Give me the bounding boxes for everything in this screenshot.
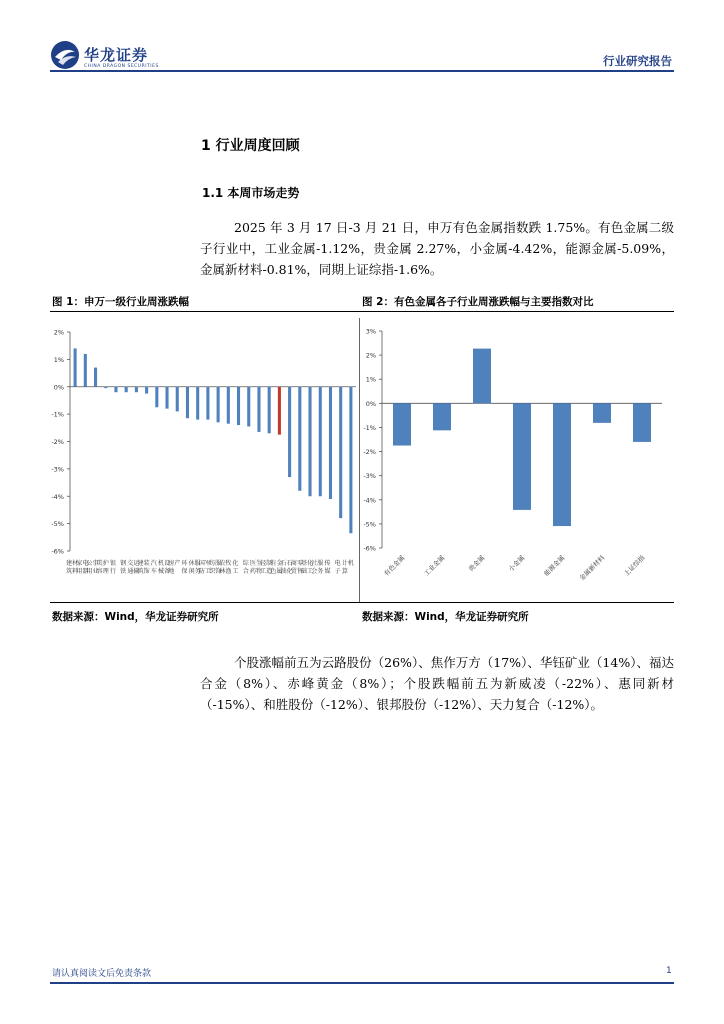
svg-text:容: 容 — [96, 568, 103, 575]
svg-text:输: 输 — [133, 568, 140, 575]
svg-text:贸: 贸 — [290, 568, 297, 575]
bar-22 — [298, 387, 301, 491]
svg-text:工: 工 — [232, 568, 239, 575]
bar-17 — [247, 387, 250, 427]
bar-10 — [176, 387, 179, 412]
figure1-title: 图 1：申万一级行业周涨跌幅 — [52, 296, 189, 308]
svg-text:房: 房 — [168, 560, 175, 567]
bar-13 — [206, 387, 209, 420]
svg-text:生: 生 — [255, 560, 262, 567]
bar-26 — [339, 387, 342, 518]
category-label: 金属新材料 — [577, 553, 607, 583]
bar-19 — [268, 387, 271, 434]
svg-text:械: 械 — [158, 568, 165, 575]
chart-subindustry-vs-index — [362, 318, 672, 602]
bar-4 — [114, 387, 117, 392]
svg-text:料: 料 — [72, 568, 79, 575]
y-tick-label: -3% — [363, 472, 376, 481]
svg-text:务: 务 — [317, 568, 324, 575]
y-tick-label: 2% — [365, 351, 376, 360]
bar-12 — [196, 387, 199, 420]
bar-6 — [633, 403, 651, 442]
svg-text:织: 织 — [209, 568, 216, 575]
svg-text:护: 护 — [102, 560, 109, 567]
y-tick-label: 1% — [365, 375, 376, 384]
category-label — [138, 559, 150, 575]
bar-1 — [433, 403, 451, 430]
y-tick-label: -6% — [51, 547, 64, 556]
footer-disclaimer: 请认真阅读文后免责条款 — [52, 969, 152, 979]
svg-text:机: 机 — [347, 560, 354, 567]
svg-text:家: 家 — [76, 560, 83, 567]
bar-8 — [155, 387, 158, 408]
bar-21 — [288, 387, 291, 477]
svg-text:媒: 媒 — [324, 568, 331, 575]
bar-3 — [104, 387, 107, 388]
svg-text:业: 业 — [92, 568, 99, 575]
intro-paragraph: 2025 年 3 月 17 日-3 月 21 日，申万有色金属指数跌 1.75%。有色金属二级子行业中，工业金属-1.12%，贵金属 2.27%，小金属-4.42%，能源金属-5.09%，金属新材料-0.81%，同期上证综指-1.6%。 — [200, 220, 674, 277]
svg-text:闲: 闲 — [188, 568, 195, 575]
bar-2 — [94, 368, 97, 387]
y-tick-label: -2% — [51, 438, 64, 446]
y-tick-label: -4% — [51, 492, 64, 501]
logo-name: 华龙证券 — [84, 46, 149, 64]
svg-text:银: 银 — [109, 560, 116, 567]
svg-text:纺: 纺 — [209, 560, 216, 567]
svg-text:理: 理 — [102, 568, 109, 575]
svg-text:车: 车 — [150, 568, 157, 575]
svg-text:备: 备 — [164, 568, 171, 575]
category-label — [219, 559, 231, 575]
svg-text:美: 美 — [96, 560, 103, 567]
category-label — [151, 559, 157, 575]
bar-15 — [227, 387, 230, 424]
category-label — [233, 559, 239, 575]
svg-text:服: 服 — [194, 560, 201, 567]
svg-text:医: 医 — [249, 560, 256, 567]
svg-text:化: 化 — [286, 568, 293, 575]
figure-bottom-rule — [50, 602, 674, 603]
svg-text:装: 装 — [143, 560, 150, 567]
svg-text:有: 有 — [270, 560, 277, 567]
chart-industry-weekly-change — [50, 318, 358, 602]
svg-text:事: 事 — [92, 560, 99, 567]
svg-text:林: 林 — [219, 568, 226, 575]
svg-text:设: 设 — [164, 560, 171, 567]
header-rule — [50, 70, 674, 72]
svg-text:交: 交 — [127, 560, 134, 567]
svg-text:石: 石 — [280, 560, 287, 567]
y-tick-label: 0% — [365, 399, 376, 408]
svg-text:机: 机 — [158, 560, 165, 567]
svg-text:环: 环 — [181, 560, 188, 567]
category-label — [243, 559, 250, 575]
svg-text:休: 休 — [188, 560, 195, 567]
svg-text:服: 服 — [317, 560, 324, 567]
svg-text:售: 售 — [296, 568, 303, 575]
figure-title-rule — [50, 311, 674, 312]
svg-text:用: 用 — [86, 568, 93, 575]
category-label — [120, 559, 126, 575]
svg-text:合: 合 — [242, 568, 249, 575]
svg-text:铁: 铁 — [120, 568, 127, 575]
svg-text:电: 电 — [82, 560, 89, 567]
svg-text:建: 建 — [137, 560, 144, 567]
svg-text:工: 工 — [204, 568, 211, 575]
svg-text:器: 器 — [82, 568, 89, 575]
y-tick-label: -6% — [363, 544, 376, 553]
stocks-paragraph: 个股涨幅前五为云路股份（26%）、焦作万方（17%）、华钰矿业（14%）、福达合金（8%）、赤峰黄金（8%）；个股跌幅前五为新威凌（-22%）、惠同新材（-15%）、和胜股份（-12%）、银邦股份（-12%）、天力复合（-12%）。 — [200, 655, 674, 712]
figure1-source: 数据来源：Wind，华龙证券研究所 — [52, 611, 219, 623]
y-tick-label: 0% — [53, 383, 64, 392]
bar-27 — [349, 387, 352, 533]
bar-20 — [278, 387, 281, 435]
svg-text:轻: 轻 — [260, 560, 267, 567]
bar-5 — [593, 403, 611, 423]
svg-text:渔: 渔 — [225, 568, 232, 575]
svg-text:国: 国 — [198, 560, 205, 567]
category-label: 上证综指 — [622, 553, 647, 578]
svg-text:军: 军 — [204, 560, 211, 567]
bar-0 — [74, 348, 77, 386]
bar-5 — [125, 387, 128, 392]
svg-text:防: 防 — [198, 568, 205, 575]
svg-text:制: 制 — [266, 560, 273, 567]
y-tick-label: -3% — [51, 465, 64, 474]
svg-text:子: 子 — [334, 568, 341, 575]
bar-9 — [166, 387, 169, 409]
figure-divider — [359, 318, 360, 602]
svg-text:综: 综 — [242, 560, 249, 567]
logo-subtitle: CHINA DRAGON SECURITIES — [84, 64, 159, 69]
figure2-source: 数据来源：Wind，华龙证券研究所 — [362, 611, 529, 623]
svg-text:石: 石 — [286, 560, 293, 567]
category-label: 能源金属 — [542, 553, 567, 578]
footer-rule — [50, 982, 674, 984]
svg-text:零: 零 — [296, 560, 303, 567]
category-label — [110, 559, 116, 575]
bar-7 — [145, 387, 148, 394]
svg-text:传: 传 — [324, 560, 331, 567]
category-label — [342, 559, 354, 575]
svg-text:计: 计 — [341, 560, 348, 567]
page-number: 1 — [666, 966, 672, 976]
svg-text:农: 农 — [219, 560, 226, 567]
bar-2 — [473, 349, 491, 404]
bar-0 — [393, 403, 411, 445]
svg-text:色: 色 — [270, 568, 277, 575]
y-tick-label: -4% — [363, 496, 376, 505]
svg-text:饰: 饰 — [143, 568, 150, 575]
svg-text:产: 产 — [174, 560, 181, 567]
bar-6 — [135, 387, 138, 392]
svg-text:社: 社 — [311, 560, 318, 567]
bar-14 — [217, 387, 220, 423]
logo-emblem-icon — [50, 40, 80, 70]
section-subtitle: 1.1 本周市场走势 — [202, 186, 300, 200]
category-label: 有色金属 — [382, 553, 407, 578]
svg-text:商: 商 — [290, 560, 297, 567]
svg-text:会: 会 — [311, 568, 318, 575]
svg-text:行: 行 — [109, 568, 116, 575]
category-label — [168, 559, 180, 575]
svg-text:属: 属 — [276, 568, 283, 575]
svg-text:通: 通 — [127, 568, 134, 575]
svg-text:筑: 筑 — [137, 568, 144, 575]
svg-text:油: 油 — [280, 568, 287, 575]
y-tick-label: 1% — [53, 355, 64, 364]
category-label: 工业金属 — [422, 553, 447, 578]
y-tick-label: -5% — [51, 520, 64, 529]
svg-text:算: 算 — [341, 568, 348, 575]
category-label: 小金属 — [506, 553, 527, 574]
category-label: 贵金属 — [466, 553, 487, 574]
svg-text:电: 电 — [334, 560, 341, 567]
svg-text:汽: 汽 — [150, 560, 157, 567]
section-title: 1 行业周度回顾 — [201, 138, 300, 154]
svg-text:牧: 牧 — [225, 560, 232, 567]
category-label — [324, 559, 330, 575]
svg-text:化: 化 — [232, 560, 239, 567]
bar-24 — [319, 387, 322, 497]
svg-text:造: 造 — [266, 568, 273, 575]
svg-text:物: 物 — [255, 568, 262, 575]
bar-18 — [257, 387, 260, 432]
svg-text:金: 金 — [276, 560, 283, 567]
svg-text:服: 服 — [215, 560, 222, 567]
svg-text:钢: 钢 — [120, 560, 127, 567]
bar-11 — [186, 387, 189, 418]
y-tick-label: -2% — [363, 448, 376, 457]
bar-3 — [513, 403, 531, 510]
y-tick-label: -1% — [363, 423, 376, 432]
svg-text:务: 务 — [194, 568, 201, 575]
svg-text:化: 化 — [307, 560, 314, 567]
svg-text:运: 运 — [133, 560, 140, 567]
y-tick-label: 3% — [365, 327, 376, 336]
svg-text:药: 药 — [249, 568, 256, 575]
y-tick-label: 2% — [53, 328, 64, 337]
svg-text:建: 建 — [66, 560, 73, 567]
y-tick-label: -1% — [51, 410, 64, 419]
svg-text:用: 用 — [76, 568, 83, 575]
category-label — [311, 559, 323, 575]
svg-text:保: 保 — [181, 568, 188, 575]
category-label — [181, 559, 188, 575]
figure2-title: 图 2：有色金属各子行业周涨跌幅与主要指数对比 — [362, 296, 594, 308]
report-type-label: 行业研究报告 — [603, 54, 672, 68]
bar-23 — [309, 387, 312, 497]
svg-text:工: 工 — [260, 568, 267, 575]
bar-16 — [237, 387, 240, 425]
category-label — [335, 559, 341, 575]
bar-25 — [329, 387, 332, 499]
svg-text:饰: 饰 — [215, 568, 222, 575]
category-label — [97, 559, 109, 575]
svg-text:公: 公 — [86, 560, 93, 567]
svg-text:工: 工 — [307, 568, 314, 575]
svg-text:筑: 筑 — [66, 568, 73, 575]
y-tick-label: -5% — [363, 520, 376, 529]
svg-text:材: 材 — [72, 560, 79, 567]
company-logo — [50, 40, 80, 70]
bar-1 — [84, 354, 87, 387]
bar-4 — [553, 403, 571, 526]
svg-text:础: 础 — [301, 568, 308, 575]
svg-text:地: 地 — [168, 568, 175, 575]
svg-text:基: 基 — [301, 560, 308, 567]
